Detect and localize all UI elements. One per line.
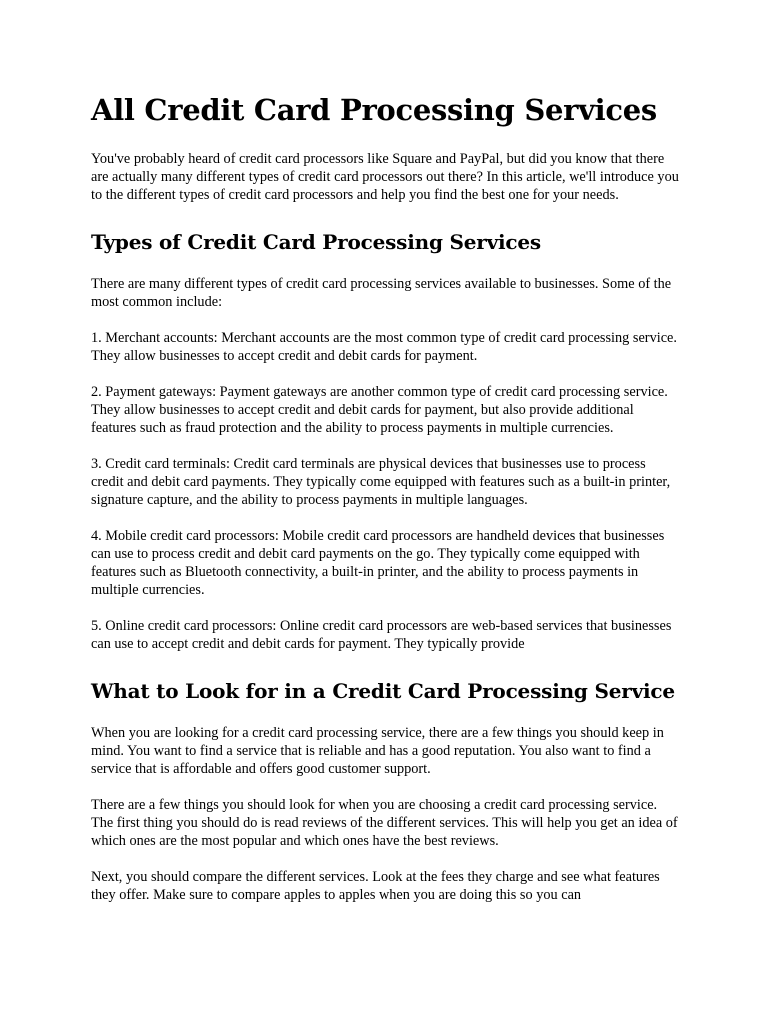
types-item-credit-card-terminals: 3. Credit card terminals: Credit card terminals are physical devices that businesses use to process credit and debit card payments. They typically come equipped with features such as a built-in printer, signature capture, and the ability to process payments in multiple languages. xyxy=(91,456,671,508)
types-item-merchant-accounts: 1. Merchant accounts: Merchant accounts are the most common type of credit card processing service. They allow businesses to accept credit and debit cards for payment. xyxy=(91,330,677,364)
types-item-mobile-processors: 4. Mobile credit card processors: Mobile credit card processors are handheld devices that businesses can use to process credit and debit card payments on the go. They typically come equipped with features such as Bluetooth connectivity, a built-in printer, and the ability to process payments in multiple currencies. xyxy=(91,528,665,598)
types-item-payment-gateways: 2. Payment gateways: Payment gateways are another common type of credit card processing service. They allow businesses to accept credit and debit cards for payment, but also provide additional features such as fraud protection and the ability to process payments in multiple currencies. xyxy=(91,384,668,436)
look-for-paragraph-2: There are a few things you should look for when you are choosing a credit card processing service. The first thing you should do is read reviews of the different services. This will help you get an idea of which ones are the most popular and which ones have the best reviews. xyxy=(91,797,678,849)
document-content xyxy=(91,92,681,922)
look-for-paragraph-3: Next, you should compare the different services. Look at the fees they charge and see what features they offer. Make sure to compare apples to apples when you are doing this so you can xyxy=(91,869,660,903)
page-title: All Credit Card Processing Services xyxy=(91,93,657,127)
types-section-heading: Types of Credit Card Processing Services xyxy=(91,230,541,254)
intro-paragraph: You've probably heard of credit card processors like Square and PayPal, but did you know that there are actually many different types of credit card processors out there? In this article, we'll introduce you to the different types of credit card processors and help you find the best one for your needs. xyxy=(91,151,679,203)
look-for-section-heading: What to Look for in a Credit Card Processing Service xyxy=(91,679,675,703)
look-for-paragraph-1: When you are looking for a credit card processing service, there are a few things you should keep in mind. You want to find a service that is reliable and has a good reputation. You also want to find a service that is affordable and offers good customer support. xyxy=(91,725,664,777)
types-lead-paragraph: There are many different types of credit card processing services available to businesses. Some of the most common include: xyxy=(91,276,672,310)
types-item-online-processors: 5. Online credit card processors: Online credit card processors are web-based services that businesses can use to accept credit and debit cards for payment. They typically provide xyxy=(91,618,672,652)
